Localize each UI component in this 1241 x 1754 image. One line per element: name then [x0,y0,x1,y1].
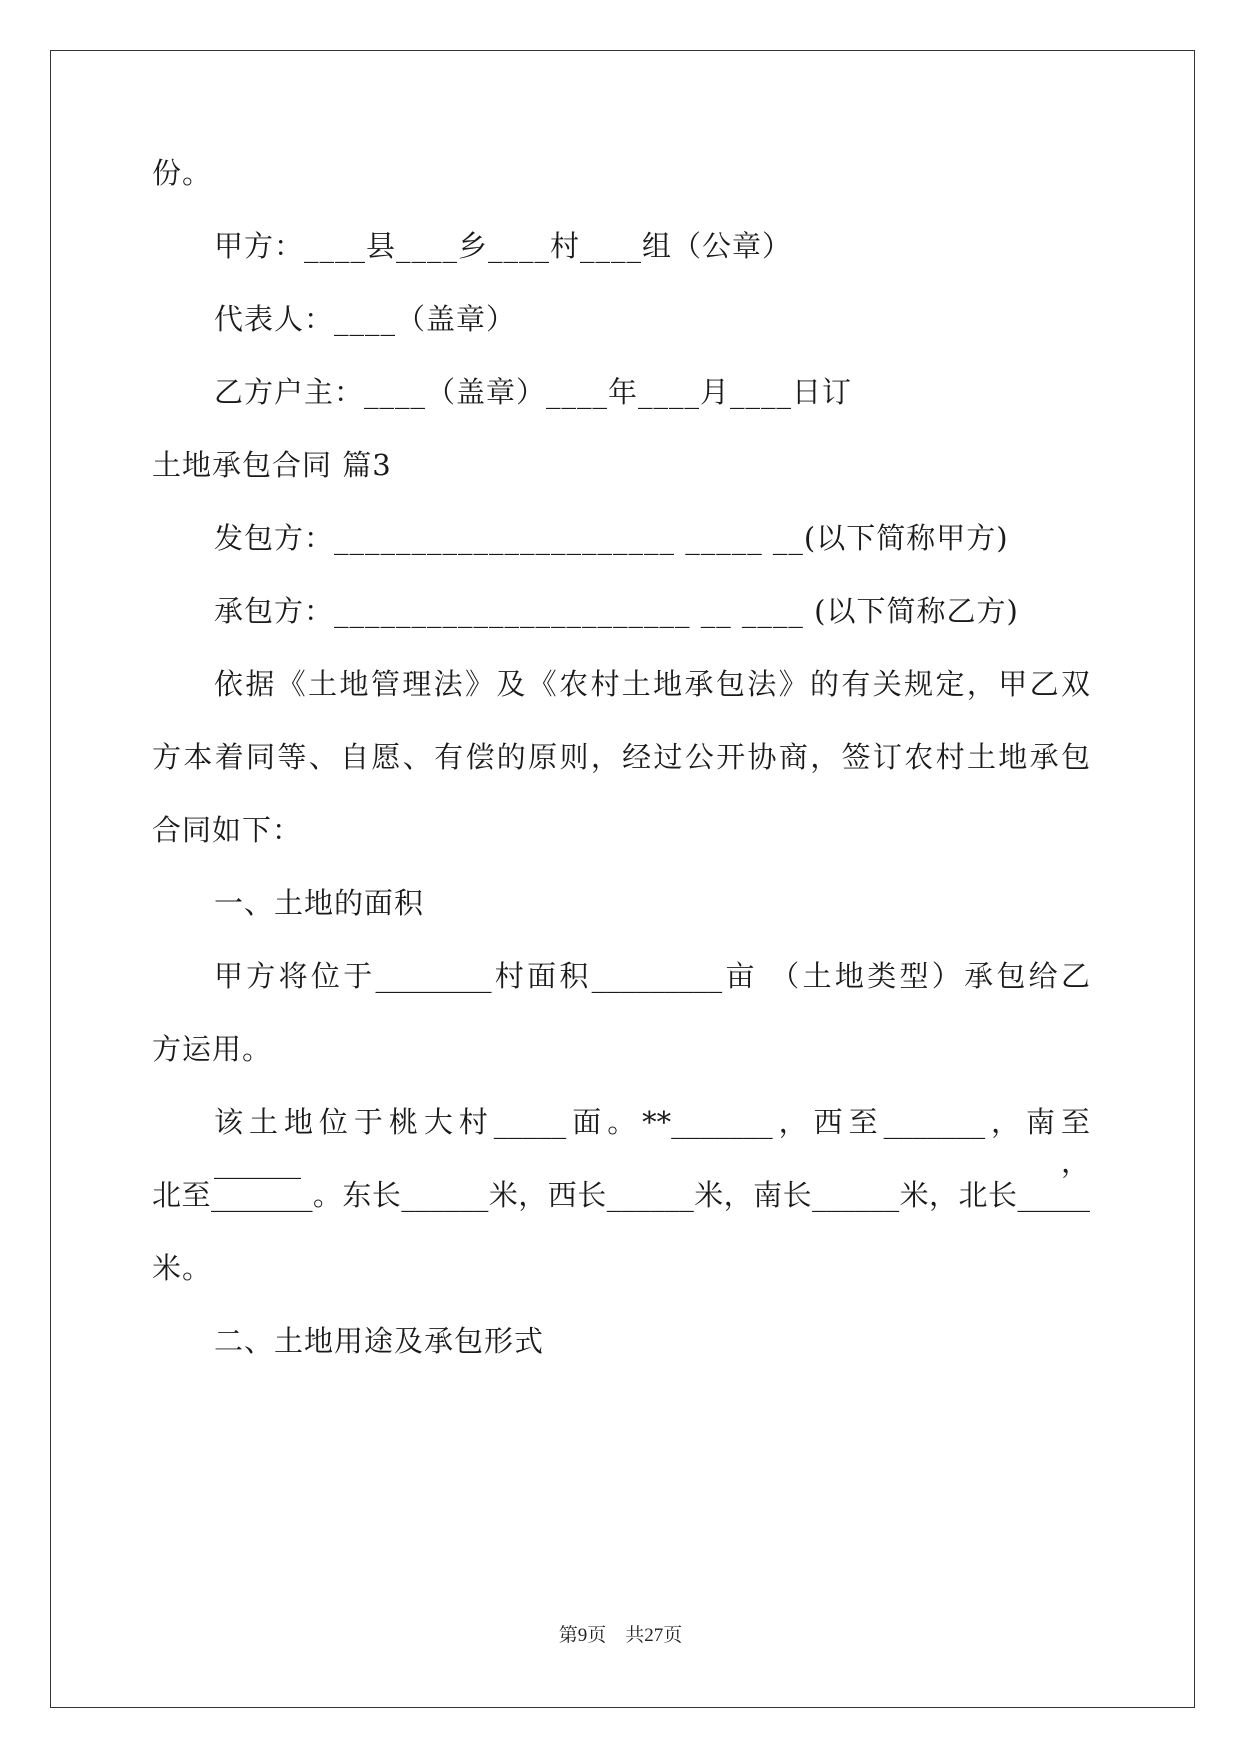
total-pages: 共27页 [625,1625,683,1646]
clause-one-line-1: 甲方将位于________村面积_________亩 （土地类型）承包给乙 [214,959,1090,993]
paragraph-basis-line-3: 合同如下： [152,813,303,847]
contractor-line: 发包方：______________________ _____ __(以下简称甲方) [214,521,1009,555]
clause-one-heading: 一、土地的面积 [214,886,425,920]
clause-one-line-2: 方运用。 [152,1032,273,1066]
location-line-1: 该土地位于桃大村_____面。**_______，西至_______，南至______， [214,1105,1090,1179]
clause-two-heading: 二、土地用途及承包形式 [214,1324,545,1358]
paragraph-basis-line-1: 依据《土地管理法》及《农村土地承包法》的有关规定，甲乙双 [214,667,1090,701]
party-b-householder-line: 乙方户主：____（盖章）____年____月____日订 [214,375,853,409]
section-heading: 土地承包合同 篇3 [152,448,392,482]
representative-line: 代表人：____（盖章） [214,302,517,336]
page-footer [0,1624,1241,1648]
location-line-3: 米。 [152,1251,213,1285]
page-number: 第9页 [558,1625,607,1646]
paragraph-basis-line-2: 方本着同等、自愿、有偿的原则，经过公开协商，签订农村土地承包 [152,740,1090,774]
location-line-2: 北至_______。东长______米，西长______米，南长______米，北长_____ [152,1178,1090,1212]
contractee-line: 承包方：_______________________ __ ____ (以下简称乙方) [214,594,1019,628]
text-line-1: 份。 [152,156,213,190]
party-a-line: 甲方：____县____乡____村____组（公章） [214,229,793,263]
